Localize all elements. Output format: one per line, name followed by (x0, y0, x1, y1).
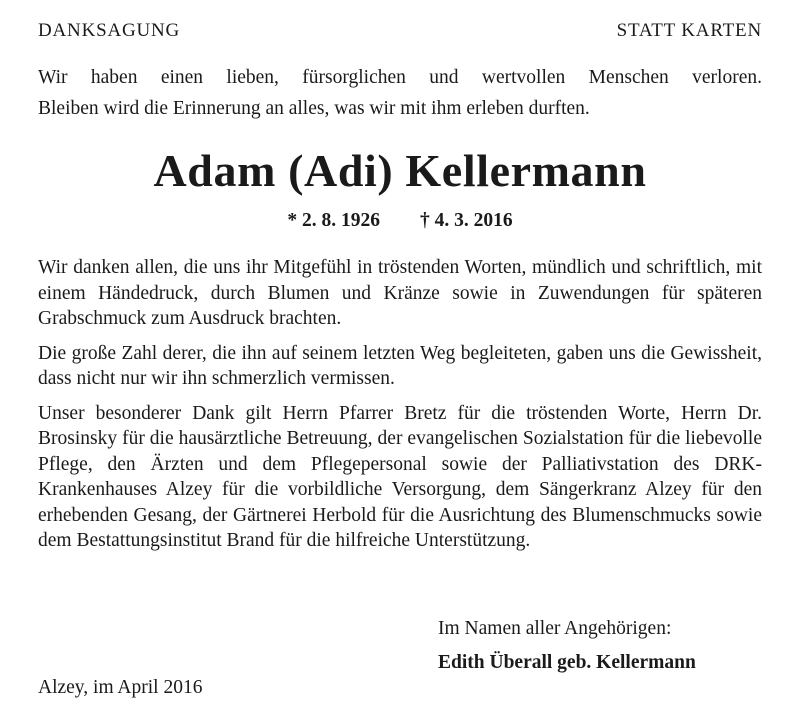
place-date: Alzey, im April 2016 (38, 677, 203, 698)
intro-line-2: Bleiben wird die Erinnerung an alles, was wir mit ihm erleben durften. (38, 98, 590, 119)
intro-line-1: Wir haben einen lieben, fürsorglichen und wertvollen Menschen verloren. (38, 67, 762, 88)
birth-date: * 2. 8. 1926 (287, 210, 380, 231)
signer-name: Edith Überall geb. Kellermann (438, 652, 696, 673)
heading-statt-karten: STATT KARTEN (616, 20, 762, 41)
thanks-paragraph-1: Wir danken allen, die uns ihr Mitgefühl in tröstenden Worten, mündlich und schriftlich, mit einem Händedruck, durch Blumen und Kränze sowie in Zuwendungen für späteren Grabschmuck zum Ausdruck brachten. (38, 257, 762, 329)
heading-danksagung: DANKSAGUNG (38, 20, 181, 41)
deceased-name: Adam (Adi) Kellermann (153, 145, 647, 196)
thanks-paragraph-2: Die große Zahl derer, die ihn auf seinem letzten Weg begleiteten, gaben uns die Gewissheit, dass nicht nur wir ihn schmerzlich vermissen. (38, 342, 762, 389)
death-date: † 4. 3. 2016 (420, 210, 513, 231)
on-behalf-line: Im Namen aller Angehörigen: (438, 618, 672, 639)
thanks-body (38, 255, 762, 563)
header-row (38, 20, 762, 42)
thanks-paragraph-3: Unser besonderer Dank gilt Herrn Pfarrer Bretz für die tröstenden Worte, Herrn Dr. Brosinsky für die hausärztliche Betreuung, der evangelischen Sozialstation für die liebevolle Pflege, den Ärzten und dem Pflegepersonal sowie der Palliativstation des DRK-Krankenhauses Alzey für die vorbildliche Versorgung, dem Sängerkranz Alzey für den erhebenden Gesang, der Gärtnerei Herbold für die Ausrichtung des Blumenschmucks sowie dem Bestattungsinstitut Brand für die hilfreiche Unterstützung. (38, 402, 762, 551)
life-dates (0, 210, 800, 232)
signature-block (438, 614, 696, 678)
intro-text (38, 62, 762, 124)
